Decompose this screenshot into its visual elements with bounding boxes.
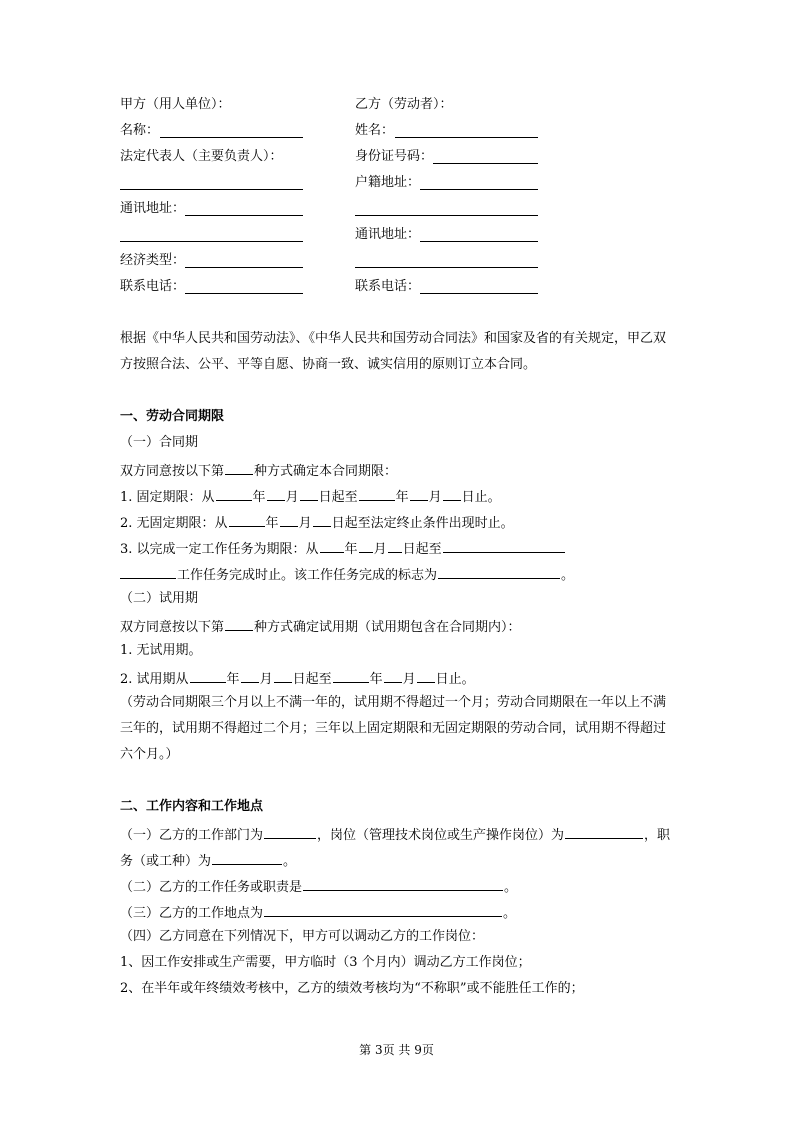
fixed-term-line <box>120 487 501 506</box>
month-word: 月 <box>285 490 299 505</box>
section-1-sub-2: （二）试用期 <box>120 591 199 606</box>
party-a-heading: 甲方（用人单位）： <box>120 97 231 112</box>
transfer-case-2: 2、在半年或年终绩效考核中，乙方的绩效考核均为“不称职”或不能胜任工作的； <box>120 981 584 996</box>
transfer-case-1: 1、因工作安排或生产需要，甲方临时（3 个月内）调动乙方工作岗位； <box>120 955 531 970</box>
choose-prefix: 双方同意按以下第 <box>120 464 225 479</box>
year-word: 年 <box>265 516 279 531</box>
probation-label: 2. 试用期从 <box>120 672 189 687</box>
task-end-blank[interactable] <box>443 539 565 553</box>
duty-label-start: ，职 <box>644 828 671 843</box>
contract-type-choice-line <box>120 461 397 480</box>
year-word: 年 <box>226 672 240 687</box>
period-mark: 。 <box>561 568 575 583</box>
probation-note-1: （劳动合同期限三个月以上不满一年的，试用期不得超过一个月；劳动合同期限在一年以上不满 <box>120 695 667 710</box>
probation-choice-line <box>120 617 521 636</box>
job-duty-label: （二）乙方的工作任务或职责是 <box>120 880 303 895</box>
fixed-end-year-blank[interactable] <box>359 487 395 501</box>
intro-line-2: 方按照合法、公平、平等自愿、协商一致、诚实信用的原则订立本合同。 <box>120 357 537 372</box>
party-b-address-field-2[interactable] <box>355 267 538 268</box>
section-2-title: 二、工作内容和工作地点 <box>120 799 264 814</box>
probation-start-day-blank[interactable] <box>274 669 292 683</box>
work-location-label: （三）乙方的工作地点为 <box>120 906 264 921</box>
task-name-blank[interactable] <box>120 565 176 579</box>
job-title-line <box>120 851 296 870</box>
transfer-clause: （四）乙方同意在下列情况下，甲方可以调动乙方的工作岗位： <box>120 929 485 944</box>
post-blank[interactable] <box>565 825 643 839</box>
period-mark: 。 <box>504 880 518 895</box>
probation-type-blank[interactable] <box>225 617 253 631</box>
year-word: 年 <box>344 542 358 557</box>
party-b-hukou-label: 户籍地址： <box>355 175 421 190</box>
section-1-title: 一、劳动合同期限 <box>120 409 225 424</box>
probation-end-day-blank[interactable] <box>417 669 435 683</box>
probation-note-2: 三年的，试用期不得超过二个月；三年以上固定期限和无固定期限的劳动合同，试用期不得超过 <box>120 721 667 736</box>
day-from-word: 日起至 <box>292 672 332 687</box>
month-word: 月 <box>298 516 312 531</box>
probation-end-month-blank[interactable] <box>384 669 402 683</box>
day-from-word: 日起至 <box>318 490 358 505</box>
party-b-id-field[interactable] <box>433 163 538 164</box>
no-probation-line: 1. 无试用期。 <box>120 643 202 658</box>
year-word: 年 <box>252 490 266 505</box>
party-a-name-label: 名称： <box>120 123 160 138</box>
non-fixed-term-label: 2. 无固定期限：从 <box>120 516 228 531</box>
page-number-footer: 第 3页 共 9页 <box>359 1043 434 1057</box>
period-mark: 。 <box>503 906 517 921</box>
task-start-month-blank[interactable] <box>359 539 373 553</box>
party-b-name-label: 姓名： <box>355 123 395 138</box>
probation-end-year-blank[interactable] <box>333 669 369 683</box>
party-b-hukou-field-2[interactable] <box>355 215 538 216</box>
party-a-address-field-2[interactable] <box>120 241 303 242</box>
probation-note-3: 六个月。） <box>120 747 179 762</box>
probation-prefix: 双方同意按以下第 <box>120 620 225 635</box>
job-dept-line <box>120 825 670 844</box>
post-label: ，岗位（管理技术岗位或生产操作岗位）为 <box>317 828 565 843</box>
month-word: 月 <box>373 542 387 557</box>
party-a-phone-field[interactable] <box>185 293 303 294</box>
party-a-name-field[interactable] <box>160 137 303 138</box>
year-word: 年 <box>369 672 383 687</box>
non-fixed-term-end: 日起至法定终止条件出现时止。 <box>331 516 514 531</box>
fixed-start-year-blank[interactable] <box>216 487 252 501</box>
probation-start-month-blank[interactable] <box>241 669 259 683</box>
party-a-econ-type-label: 经济类型： <box>120 253 186 268</box>
job-duty-blank[interactable] <box>303 877 503 891</box>
task-term-line-2 <box>120 565 574 584</box>
month-word: 月 <box>259 672 273 687</box>
non-fixed-term-line <box>120 513 514 532</box>
task-mid-word: 日起至 <box>402 542 442 557</box>
party-a-address-field[interactable] <box>185 215 303 216</box>
nonfixed-start-day-blank[interactable] <box>313 513 331 527</box>
task-term-line <box>120 539 566 558</box>
party-a-address-label: 通讯地址： <box>120 201 186 216</box>
party-b-phone-field[interactable] <box>420 293 538 294</box>
fixed-term-label: 1. 固定期限：从 <box>120 490 215 505</box>
task-completion-mark-blank[interactable] <box>438 565 560 579</box>
fixed-end-day-blank[interactable] <box>443 487 461 501</box>
work-location-blank[interactable] <box>264 903 502 917</box>
period-mark: 。 <box>283 854 297 869</box>
job-duty-line <box>120 877 517 896</box>
party-b-hukou-field[interactable] <box>420 189 538 190</box>
month-word: 月 <box>428 490 442 505</box>
intro-line-1: 根据《中华人民共和国劳动法》、《中华人民共和国劳动合同法》和国家及省的有关规定，甲乙双 <box>120 331 667 346</box>
fixed-start-month-blank[interactable] <box>267 487 285 501</box>
task-start-day-blank[interactable] <box>388 539 402 553</box>
probation-period-line <box>120 669 475 688</box>
day-end-word: 日止。 <box>461 490 501 505</box>
nonfixed-start-year-blank[interactable] <box>229 513 265 527</box>
probation-start-year-blank[interactable] <box>190 669 226 683</box>
choose-suffix: 种方式确定本合同期限： <box>254 464 398 479</box>
contract-type-blank[interactable] <box>225 461 253 475</box>
party-b-id-label: 身份证号码： <box>355 149 434 164</box>
fixed-end-month-blank[interactable] <box>410 487 428 501</box>
nonfixed-start-month-blank[interactable] <box>280 513 298 527</box>
party-b-address-label: 通讯地址： <box>355 227 421 242</box>
job-title-blank[interactable] <box>212 851 282 865</box>
fixed-start-day-blank[interactable] <box>300 487 318 501</box>
dept-label: （一）乙方的工作部门为 <box>120 828 264 843</box>
party-b-name-field[interactable] <box>395 137 538 138</box>
party-b-heading: 乙方（劳动者）： <box>355 97 453 112</box>
party-b-phone-label: 联系电话： <box>355 279 421 294</box>
day-end-word: 日止。 <box>435 672 475 687</box>
task-end-text: 工作任务完成时止。该工作任务完成的标志为 <box>177 568 438 583</box>
party-a-rep-field[interactable] <box>120 189 303 190</box>
party-a-econ-type-field[interactable] <box>185 267 303 268</box>
month-word: 月 <box>402 672 416 687</box>
party-b-address-field[interactable] <box>420 241 538 242</box>
section-1-sub-1: （一）合同期 <box>120 435 199 450</box>
job-title-label: 务（或工种）为 <box>120 854 212 869</box>
work-location-line <box>120 903 516 922</box>
party-a-rep-label: 法定代表人（主要负责人）： <box>120 149 283 164</box>
task-term-label: 3. 以完成一定工作任务为期限：从 <box>120 542 319 557</box>
year-word: 年 <box>395 490 409 505</box>
dept-blank[interactable] <box>264 825 316 839</box>
party-a-phone-label: 联系电话： <box>120 279 186 294</box>
probation-suffix: 种方式确定试用期（试用期包含在合同期内）： <box>254 620 521 635</box>
task-start-year-blank[interactable] <box>320 539 344 553</box>
